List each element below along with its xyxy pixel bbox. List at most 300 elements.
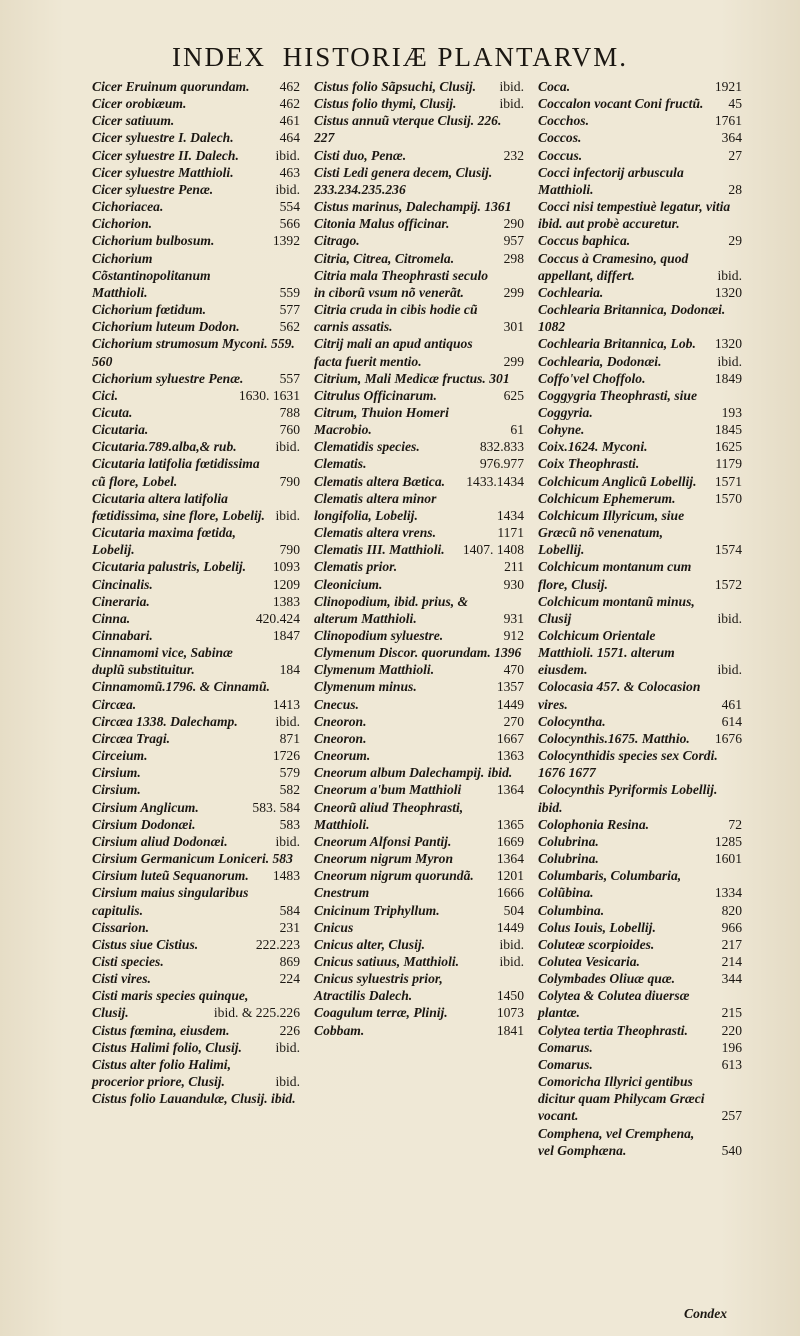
entry-term: Cichorium Cõstantinopolitanum Matthioli.	[92, 250, 211, 300]
entry-page-ref: 790	[279, 473, 300, 489]
entry-page-ref: 1572	[714, 576, 742, 592]
entry-term: Colchicum Orientale Matthioli. 1571. alterum eiusdem.	[538, 628, 675, 678]
index-entry	[538, 1125, 742, 1159]
index-entry	[314, 850, 524, 867]
index-entry	[314, 198, 524, 215]
entry-term: Cnicus alter, Clusij.	[314, 936, 426, 952]
index-entry	[538, 936, 742, 953]
index-entry	[92, 147, 300, 164]
index-entry	[92, 164, 300, 181]
entry-term: Cocci infectorij arbuscula Matthioli.	[538, 164, 684, 197]
catchword: Condex	[684, 1306, 728, 1321]
entry-page-ref: 214	[721, 953, 742, 969]
index-entry	[92, 644, 300, 678]
entry-page-ref: 1357	[496, 679, 524, 695]
index-entry	[92, 232, 300, 249]
entry-page-ref: ibid.	[717, 662, 742, 678]
entry-term: Cistus folio Sãpsuchi, Clusij.	[314, 79, 477, 94]
entry-term: Cochlearia.	[538, 284, 604, 300]
index-entry	[538, 1073, 742, 1124]
index-entry	[314, 404, 524, 438]
entry-page-ref: 1171	[497, 525, 524, 541]
index-entry	[92, 627, 300, 644]
entry-page-ref: ibid.	[499, 936, 524, 952]
index-entry	[538, 147, 742, 164]
index-entry	[92, 1022, 300, 1039]
index-entry	[538, 353, 742, 370]
index-entry	[538, 833, 742, 850]
entry-page-ref: 579	[279, 765, 300, 781]
index-entry	[92, 387, 300, 404]
entry-page-ref: 790	[279, 542, 300, 558]
entry-term: Cisti maris species quinque, Clusij.	[92, 988, 249, 1021]
index-entry	[314, 576, 524, 593]
index-entry	[314, 335, 524, 369]
entry-term: Cneoron.	[314, 730, 367, 746]
index-entry	[92, 129, 300, 146]
entry-page-ref: 1433.1434	[466, 473, 524, 489]
entry-page-ref: 463	[279, 164, 300, 180]
entry-term: Cistus alter folio Halimi, procerior priore, Clusij.	[92, 1056, 231, 1090]
entry-term: Coix Theophrasti.	[538, 456, 640, 472]
entry-term: Cistus folio thymi, Clusij.	[314, 96, 457, 112]
entry-term: Cicer syluestre Penæ.	[92, 181, 214, 197]
index-entry	[92, 301, 300, 318]
entry-page-ref: 1726	[272, 748, 300, 764]
entry-term: Cleonicium.	[314, 576, 383, 592]
entry-page-ref: 562	[279, 319, 300, 335]
entry-page-ref: 1845	[714, 422, 742, 438]
entry-term: Colocasia 457. & Colocasion vires.	[538, 679, 701, 712]
index-entry	[92, 78, 300, 95]
entry-term: Coagulum terræ, Plinij.	[314, 1005, 448, 1021]
entry-term: Colocyntha.	[538, 713, 606, 729]
entry-term: Cichorium bulbosum.	[92, 233, 215, 249]
entry-page-ref: 220	[721, 1022, 742, 1038]
entry-term: Cicer syluestre I. Dalech.	[92, 130, 234, 146]
entry-page-ref: 1449	[496, 919, 524, 935]
index-entry	[92, 404, 300, 421]
entry-page-ref: 966	[721, 919, 742, 935]
index-entry	[538, 867, 742, 901]
entry-page-ref: 1383	[272, 593, 300, 609]
index-entry	[538, 1039, 742, 1056]
index-entry	[92, 593, 300, 610]
entry-term: Cirsium Germanicum Loniceri. 583	[92, 851, 293, 867]
index-column-3	[538, 78, 742, 1159]
entry-term: Cochlearia, Dodonæi.	[538, 353, 662, 369]
entry-page-ref: 1392	[272, 233, 300, 249]
index-entry	[314, 541, 524, 558]
entry-page-ref: 1450	[496, 988, 524, 1004]
entry-page-ref: 270	[503, 713, 524, 729]
entry-term: Cochlearia Britannica, Dodonæi. 1082	[538, 302, 726, 335]
index-entry	[314, 473, 524, 490]
index-entry	[314, 799, 524, 833]
entry-term: Cichorium luteum Dodon.	[92, 319, 240, 335]
entry-term: Coix.1624. Myconi.	[538, 439, 648, 455]
entry-page-ref: 290	[503, 216, 524, 232]
index-entry	[314, 438, 524, 455]
index-entry	[92, 747, 300, 764]
entry-term: Cobbam.	[314, 1022, 365, 1038]
entry-term: Cicer orobiæum.	[92, 96, 187, 112]
entry-term: Colubrina.	[538, 833, 599, 849]
index-entry	[92, 696, 300, 713]
entry-page-ref: 1334	[714, 885, 742, 901]
entry-term: Clematis altera minor longifolia, Lobelij.	[314, 490, 437, 523]
entry-page-ref: 1601	[714, 851, 742, 867]
index-entry	[538, 902, 742, 919]
entry-term: Cisti Ledi genera decem, Clusij. 233.234.235.236	[314, 164, 493, 197]
entry-term: Circeium.	[92, 748, 148, 764]
entry-page-ref: ibid.	[717, 353, 742, 369]
entry-term: Colocynthis.1675. Matthio.	[538, 730, 690, 746]
entry-term: Colytea tertia Theophrasti.	[538, 1022, 688, 1038]
entry-term: Cistus annuũ vterque Clusij. 226. 227	[314, 113, 502, 146]
entry-page-ref: 582	[279, 782, 300, 798]
entry-term: Citria mala Theophrasti seculo in ciborũ vsum nõ venerãt.	[314, 267, 489, 300]
entry-page-ref: 462	[279, 96, 300, 112]
entry-term: Cnecus.	[314, 696, 359, 712]
entry-term: Cicer Eruinum quorundam.	[92, 79, 250, 94]
index-entry	[92, 335, 300, 369]
entry-page-ref: 760	[279, 422, 300, 438]
index-entry	[314, 250, 524, 267]
entry-term: Coccus baphica.	[538, 233, 631, 249]
entry-term: Cistus folio Lauandulæ, Clusij. ibid.	[92, 1091, 296, 1107]
entry-term: Cistus fœmina, eiusdem.	[92, 1022, 230, 1038]
entry-term: Cici.	[92, 387, 119, 403]
entry-term: Coccus à Cramesino, quod appellant, differt.	[538, 250, 689, 283]
entry-page-ref: 1574	[714, 542, 742, 558]
entry-page-ref: ibid.	[275, 1074, 300, 1090]
entry-term: Clematis.	[314, 456, 367, 472]
entry-page-ref: 1571	[714, 473, 742, 489]
index-entry	[314, 147, 524, 164]
index-entry	[538, 850, 742, 867]
entry-term: Citrulus Officinarum.	[314, 387, 437, 403]
index-entry	[314, 884, 524, 901]
entry-term: Cirsium.	[92, 782, 141, 798]
entry-page-ref: 420.424	[255, 610, 300, 626]
entry-term: Clymenum minus.	[314, 679, 417, 695]
index-entry	[92, 850, 300, 867]
entry-term: Cicutaria.789.alba,& rub.	[92, 439, 237, 455]
entry-term: Citrago.	[314, 233, 360, 249]
entry-page-ref: 1407. 1408	[462, 542, 524, 558]
index-entry	[92, 1056, 300, 1090]
index-entry	[538, 164, 742, 198]
entry-page-ref: 461	[279, 113, 300, 129]
entry-term: Colchicum montanum cum flore, Clusij.	[538, 559, 692, 592]
entry-term: Coccalon vocant Coni fructũ.	[538, 96, 704, 112]
entry-page-ref: 301	[503, 319, 524, 335]
entry-page-ref: 584	[279, 902, 300, 918]
entry-page-ref: 1364	[496, 851, 524, 867]
entry-page-ref: 1364	[496, 782, 524, 798]
entry-page-ref: ibid.	[717, 610, 742, 626]
entry-page-ref: 211	[504, 559, 524, 575]
entry-page-ref: 1434	[496, 507, 524, 523]
entry-term: Cisti species.	[92, 953, 164, 969]
entry-term: Cichorium strumosum Myconi. 559. 560	[92, 336, 295, 369]
index-entry	[314, 215, 524, 232]
index-entry	[538, 455, 742, 472]
header-title: HISTORIÆ PLANTARVM.	[282, 42, 628, 72]
entry-page-ref: ibid.	[717, 267, 742, 283]
entry-page-ref: 224	[279, 971, 300, 987]
index-entry	[92, 1090, 300, 1107]
entry-term: Citrum, Thuion Homeri Macrobio.	[314, 404, 449, 438]
index-entry	[314, 490, 524, 524]
index-entry	[92, 936, 300, 953]
entry-term: Coca.	[538, 79, 571, 94]
entry-term: Cneorum.	[314, 748, 371, 764]
entry-term: Cicutaria altera latifolia fœtidissima, sine flore, Lobelij.	[92, 490, 265, 523]
index-column-2	[314, 78, 524, 1039]
entry-term: Colophonia Resina.	[538, 816, 650, 832]
entry-page-ref: 462	[279, 79, 300, 94]
index-entry	[92, 181, 300, 198]
entry-term: Cocchos.	[538, 113, 589, 129]
entry-page-ref: 1849	[714, 370, 742, 386]
entry-page-ref: 1209	[272, 576, 300, 592]
entry-term: Colchicum Anglicũ Lobellij.	[538, 473, 697, 489]
entry-page-ref: 215	[721, 1005, 742, 1021]
index-entry	[92, 764, 300, 781]
entry-term: Clematis altera vrens.	[314, 525, 436, 541]
index-entry	[314, 232, 524, 249]
entry-term: Cicer syluestre II. Dalech.	[92, 147, 239, 163]
index-entry	[538, 730, 742, 747]
entry-term: Colchicum montanũ minus, Clusij	[538, 593, 695, 626]
index-entry	[92, 95, 300, 112]
entry-term: Cirsium luteũ Sequanorum.	[92, 868, 249, 884]
entry-page-ref: ibid.	[499, 79, 524, 94]
index-entry	[538, 421, 742, 438]
entry-term: Cisti vires.	[92, 971, 151, 987]
index-entry	[314, 764, 524, 781]
entry-term: Cirsium Dodonæi.	[92, 816, 196, 832]
entry-term: Cirsium aliud Dodonæi.	[92, 833, 228, 849]
entry-term: Coccos.	[538, 130, 582, 146]
entry-page-ref: 298	[503, 250, 524, 266]
entry-term: Cnicinum Triphyllum.	[314, 902, 440, 918]
entry-term: Cneorum nigrum Myron	[314, 851, 454, 867]
entry-term: Cnicus syluestris prior, Atractilis Dalech.	[314, 971, 443, 1004]
index-entry	[314, 867, 524, 884]
entry-page-ref: 226	[279, 1022, 300, 1038]
entry-term: Cicutaria maxima fœtida, Lobelij.	[92, 525, 236, 558]
index-entry	[92, 112, 300, 129]
entry-page-ref: 29	[728, 233, 742, 249]
entry-term: Clinopodium syluestre.	[314, 628, 444, 643]
entry-page-ref: 976.977	[479, 456, 524, 472]
entry-term: Cnicus satiuus, Matthioli.	[314, 953, 460, 969]
entry-page-ref: 957	[503, 233, 524, 249]
entry-term: Cneorũ aliud Theophrasti, Matthioli.	[314, 799, 464, 832]
entry-term: Colutea Vesicaria.	[538, 953, 640, 969]
entry-term: Comarus.	[538, 1056, 593, 1072]
entry-page-ref: 1847	[272, 628, 300, 643]
entry-page-ref: 1669	[496, 833, 524, 849]
entry-page-ref: 1625	[714, 439, 742, 455]
entry-page-ref: ibid.	[275, 1039, 300, 1055]
entry-term: Columbina.	[538, 902, 605, 918]
entry-page-ref: 583	[279, 816, 300, 832]
index-entry	[92, 919, 300, 936]
entry-term: Colocynthidis species sex Cordi. 1676 1677	[538, 748, 718, 781]
entry-term: Cistus siue Cistius.	[92, 936, 199, 952]
index-entry	[538, 558, 742, 592]
entry-page-ref: ibid.	[275, 147, 300, 163]
index-entry	[314, 747, 524, 764]
entry-term: Cnicus	[314, 919, 354, 935]
index-entry	[538, 1022, 742, 1039]
entry-page-ref: 566	[279, 216, 300, 232]
entry-term: Cicutaria latifolia fœtidissima cũ flore, Lobel.	[92, 456, 260, 489]
index-entry	[92, 370, 300, 387]
index-entry	[92, 215, 300, 232]
index-entry	[538, 284, 742, 301]
index-entry	[314, 919, 524, 936]
entry-term: Colubrina.	[538, 851, 599, 867]
entry-page-ref: 257	[721, 1108, 742, 1124]
entry-page-ref: 344	[721, 971, 742, 987]
entry-page-ref: 577	[279, 302, 300, 318]
index-entry	[538, 335, 742, 352]
entry-term: Cneoron.	[314, 713, 367, 729]
entry-page-ref: 1666	[496, 885, 524, 901]
index-entry	[92, 730, 300, 747]
entry-page-ref: 871	[279, 730, 300, 746]
index-entry	[92, 867, 300, 884]
index-entry	[538, 95, 742, 112]
entry-page-ref: 1320	[714, 336, 742, 352]
index-entry	[92, 678, 300, 695]
entry-term: Cincinalis.	[92, 576, 153, 592]
entry-term: Cirsium maius singularibus capitulis.	[92, 885, 249, 918]
index-entry	[538, 370, 742, 387]
entry-term: Coggygria Theophrasti, siue Coggyria.	[538, 387, 697, 420]
entry-page-ref: 232	[503, 147, 524, 163]
entry-page-ref: 930	[503, 576, 524, 592]
entry-term: Circæa.	[92, 696, 137, 712]
entry-page-ref: 869	[279, 953, 300, 969]
entry-page-ref: 61	[510, 422, 524, 438]
entry-page-ref: 1179	[715, 456, 742, 472]
index-entry	[314, 301, 524, 335]
entry-term: Coluteæ scorpioides.	[538, 936, 655, 952]
entry-term: Colchicum Ephemerum.	[538, 490, 676, 506]
index-entry	[538, 781, 742, 815]
index-entry	[314, 1022, 524, 1039]
entry-term: Cnestrum	[314, 885, 370, 901]
entry-page-ref: 196	[721, 1039, 742, 1055]
index-entry	[314, 95, 524, 112]
index-entry	[538, 747, 742, 781]
entry-term: Cichorium syluestre Penæ.	[92, 370, 244, 386]
index-entry	[538, 198, 742, 232]
entry-page-ref: 788	[279, 404, 300, 420]
entry-page-ref: 299	[503, 353, 524, 369]
index-entry	[314, 644, 524, 661]
index-entry	[314, 833, 524, 850]
entry-page-ref: 1413	[272, 696, 300, 712]
entry-page-ref: 1630. 1631	[238, 387, 300, 403]
entry-page-ref: 1921	[714, 79, 742, 94]
entry-term: Cneorum Alfonsi Pantij.	[314, 833, 452, 849]
index-entry	[92, 970, 300, 987]
entry-term: Cicutaria palustris, Lobelij.	[92, 559, 247, 575]
entry-page-ref: 1093	[272, 559, 300, 575]
entry-page-ref: ibid.	[275, 439, 300, 455]
entry-page-ref: 1363	[496, 748, 524, 764]
index-entry	[538, 970, 742, 987]
entry-term: Colchicum Illyricum, siue Græcũ nõ venenatum, Lobellij.	[538, 507, 685, 558]
index-entry	[92, 987, 300, 1021]
entry-page-ref: 1676	[714, 730, 742, 746]
entry-term: Clymenum Discor. quorundam. 1396	[314, 645, 522, 661]
entry-term: Citrium, Mali Medicæ fructus. 301	[314, 370, 510, 386]
index-entry	[314, 164, 524, 198]
entry-term: Cirsium Anglicum.	[92, 799, 199, 815]
index-entry	[314, 953, 524, 970]
index-entry	[92, 781, 300, 798]
index-entry	[538, 713, 742, 730]
index-entry	[314, 696, 524, 713]
index-entry	[314, 627, 524, 644]
entry-term: Cicutaria.	[92, 422, 149, 438]
index-entry	[538, 129, 742, 146]
entry-term: Citria, Citrea, Citromela.	[314, 250, 455, 266]
index-entry	[92, 524, 300, 558]
entry-page-ref: 554	[279, 199, 300, 215]
entry-term: Cohyne.	[538, 422, 585, 438]
entry-page-ref: ibid.	[499, 953, 524, 969]
entry-term: Cicer syluestre Matthioli.	[92, 164, 234, 180]
index-entry	[314, 661, 524, 678]
entry-term: Cinnabari.	[92, 628, 153, 643]
entry-term: Cinnamomũ.1796. & Cinnamũ.	[92, 679, 270, 695]
index-entry	[314, 387, 524, 404]
entry-term: Clymenum Matthioli.	[314, 662, 435, 678]
index-entry	[538, 919, 742, 936]
entry-page-ref: 461	[721, 696, 742, 712]
entry-term: Clematis altera Bætica.	[314, 473, 446, 489]
entry-page-ref: 1073	[496, 1005, 524, 1021]
index-entry	[538, 953, 742, 970]
entry-page-ref: 1320	[714, 284, 742, 300]
entry-term: Colocynthis Pyriformis Lobellij. ibid.	[538, 782, 718, 815]
entry-term: Cissarion.	[92, 919, 150, 935]
entry-term: Clinopodium, ibid. prius, & alterum Matthioli.	[314, 593, 469, 626]
index-entry	[92, 250, 300, 301]
entry-term: Cinnamomi vice, Sabinæ duplũ substituitur.	[92, 645, 233, 678]
entry-term: Clematis prior.	[314, 559, 398, 575]
entry-page-ref: 504	[503, 902, 524, 918]
entry-term: Cistus Halimi folio, Clusij.	[92, 1039, 242, 1055]
entry-page-ref: 614	[721, 713, 742, 729]
entry-term: Cicuta.	[92, 404, 133, 420]
entry-term: Cochlearia Britannica, Lob.	[538, 336, 696, 352]
entry-page-ref: ibid. & 225.226	[213, 1005, 300, 1021]
entry-term: Citria cruda in cibis hodie cũ carnis assatis.	[314, 302, 478, 335]
page-header	[0, 42, 800, 73]
entry-term: Comarus.	[538, 1039, 593, 1055]
entry-page-ref: 231	[279, 919, 300, 935]
